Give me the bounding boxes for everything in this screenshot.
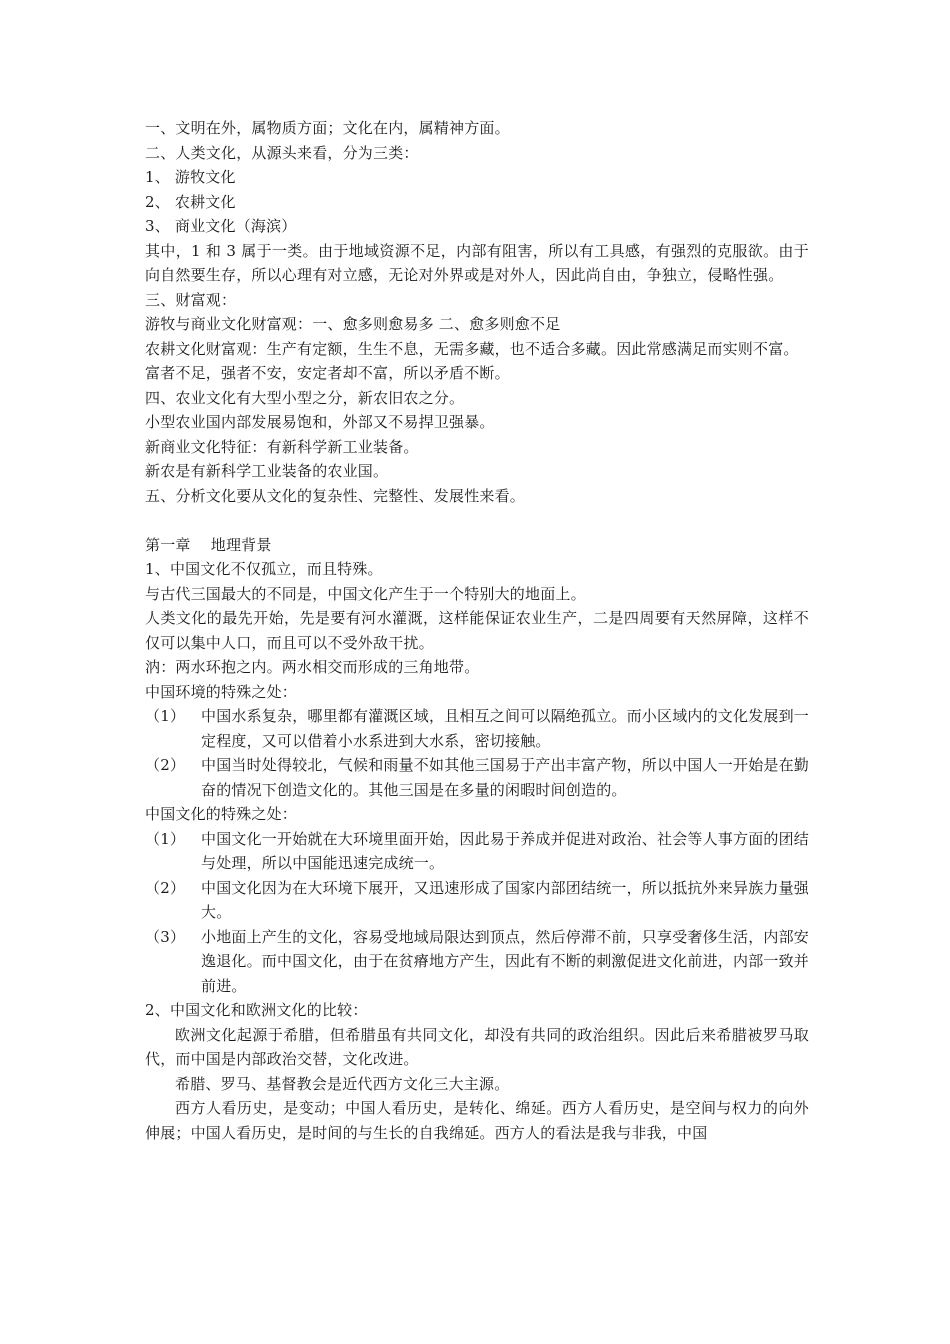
section-1-line-4: 中国环境的特殊之处： — [145, 682, 298, 701]
intro-line-5: 3、 商业文化（海滨） — [145, 217, 297, 235]
intro-line-new-commerce: 新商业文化特征：有新科学新工业装备。 — [145, 437, 419, 456]
culture-item-3-number: （3） — [145, 927, 186, 946]
intro-line-contradiction: 富者不足，强者不安，安定者却不富，所以矛盾不断。 — [145, 364, 510, 382]
chapter-title: 第一章 地理背景 — [145, 535, 272, 554]
intro-line-4-title: 四、农业文化有大型小型之分，新农旧农之分。 — [145, 388, 465, 407]
section-1-title: 1、中国文化不仅孤立，而且特殊。 — [145, 560, 383, 578]
section-2-paragraph-3: 西方人看历史，是变动；中国人看历史，是转化、绵延。西方人看历史，是空间与权力的向外伸展；中国人看历史，是时间的与生长的自我绵延。西方人的看法是我与非我，中国 — [145, 1099, 809, 1142]
culture-item-1-number: （1） — [145, 829, 186, 848]
culture-item-2-number: （2） — [145, 878, 186, 897]
env-item-1-text: 中国水系复杂，哪里都有灌溉区域，且相互之间可以隔绝孤立。而小区域内的文化发展到一定程度，又可以借着小水系进到大水系，密切接触。 — [201, 707, 810, 750]
env-item-2-number: （2） — [145, 756, 186, 774]
intro-line-5-title: 五、分析文化要从文化的复杂性、完整性、发展性来看。 — [145, 486, 526, 505]
culture-item-3-text: 小地面上产生的文化，容易受地域局限达到顶点，然后停滞不前，只享受奢侈生活，内部安逸退化。而中国文化，由于在贫瘠地方产生，因此有不断的刺激促进文化前进，内部一致并前进。 — [201, 927, 810, 995]
section-2-paragraph-1: 欧洲文化起源于希腊，但希腊虽有共同文化，却没有共同的政治组织。因此后来希腊被罗马取代，而中国是内部政治交替，文化改进。 — [145, 1025, 809, 1068]
section-1-line-3: 汭：两水环抱之内。两水相交而形成的三角地带。 — [145, 658, 480, 676]
env-item-2 — [145, 753, 809, 802]
culture-item-1-text: 中国文化一开始就在大环境里面开始，因此易于养成并促进对政治、社会等人事方面的团结与处理，所以中国能迅速完成统一。 — [201, 829, 810, 872]
intro-paragraph-classification: 其中，1 和 3 属于一类。由于地域资源不足，内部有阻害，所以有工具感，有强烈的克服欲。由于向自然要生存，所以心理有对立感，无论对外界或是对外人，因此尚自由，争独立，侵略性强。 — [145, 241, 809, 284]
env-item-1 — [145, 704, 809, 753]
section-spacer — [145, 508, 809, 533]
section-2-paragraph-2: 希腊、罗马、基督教会是近代西方文化三大主源。 — [175, 1074, 510, 1093]
intro-line-1: 一、文明在外，属物质方面；文化在内，属精神方面。 — [145, 119, 510, 137]
section-1-paragraph-2: 人类文化的最先开始，先是要有河水灌溉，这样能保证农业生产，二是四周要有天然屏障，这样不仅可以集中人口，而且可以不受外敌干扰。 — [145, 609, 809, 652]
intro-paragraph-wealth-farming: 农耕文化财富观：生产有定额，生生不息，无需多藏，也不适合多藏。因此常感满足而实则不富。 — [145, 339, 799, 358]
intro-line-2: 二、人类文化，从源头来看，分为三类： — [145, 143, 419, 162]
culture-item-1 — [145, 827, 809, 876]
intro-line-new-agri: 新农是有新科学工业装备的农业国。 — [145, 462, 389, 480]
culture-item-2 — [145, 876, 809, 925]
env-item-1-number: （1） — [145, 707, 186, 725]
intro-line-wealth-title: 三、财富观： — [145, 290, 237, 309]
intro-line-3: 1、 游牧文化 — [145, 168, 236, 186]
culture-special-title: 中国文化的特殊之处： — [145, 805, 298, 823]
document-body — [145, 116, 809, 1145]
intro-line-wealth-nomadic: 游牧与商业文化财富观：一、愈多则愈易多 二、愈多则愈不足 — [145, 315, 561, 333]
intro-line-4: 2、 农耕文化 — [145, 192, 236, 211]
section-2-title: 2、中国文化和欧洲文化的比较： — [145, 1001, 368, 1019]
section-1-line-1: 与古代三国最大的不同是，中国文化产生于一个特别大的地面上。 — [145, 584, 586, 603]
culture-item-3 — [145, 925, 809, 999]
env-item-2-text: 中国当时处得较北，气候和雨量不如其他三国易于产出丰富产物，所以中国人一开始是在勤奋的情况下创造文化的。其他三国是在多量的闲暇时间创造的。 — [201, 756, 810, 799]
culture-item-2-text: 中国文化因为在大环境下展开，又迅速形成了国家内部团结统一，所以抵抗外来异族力量强大。 — [201, 878, 810, 921]
intro-line-small-agri: 小型农业国内部发展易饱和，外部又不易捍卫强暴。 — [145, 413, 495, 431]
